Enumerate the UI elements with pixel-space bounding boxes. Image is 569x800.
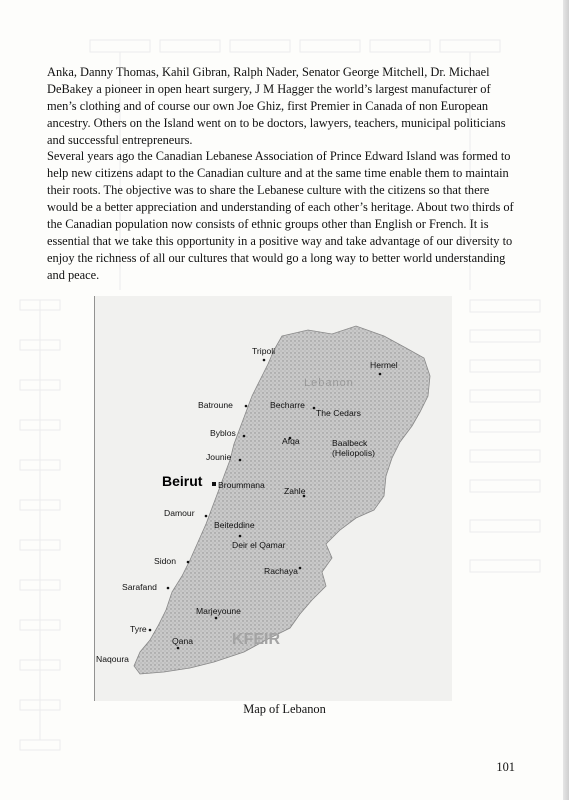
- place-broummana: Broummana: [218, 480, 265, 490]
- place-baalbeck: Baalbeck: [332, 438, 368, 448]
- place-heliopolis: (Heliopolis): [332, 448, 375, 458]
- body-paragraph-1: Anka, Danny Thomas, Kahil Gibran, Ralph Nader, Senator George Mitchell, Dr. Michael DeBakey a pioneer in open heart surgery, J M Hagger the world’s largest manufacturer of men’s clothing and of course our own Joe Ghiz, first Premier in Canada of non European ancestry. Others on the Island went on to be doctors, lawyers, teachers, municipal politicians and successful entrepreneurs.: [47, 65, 506, 147]
- place-beiteddine: Beiteddine: [214, 520, 255, 530]
- place-zahle: Zahle: [284, 486, 306, 496]
- place-marjeyoune: Marjeyoune: [196, 606, 241, 616]
- place-tripoli: Tripoli: [252, 346, 276, 356]
- region-label-kfeir: KFEIR: [232, 631, 280, 648]
- place-hermel: Hermel: [370, 360, 398, 370]
- place-afqa: Afqa: [282, 436, 300, 446]
- place-damour: Damour: [164, 508, 195, 518]
- place-jounie: Jounie: [206, 452, 232, 462]
- page-number: 101: [496, 760, 515, 774]
- country-label: Lebanon: [304, 377, 354, 389]
- place-deir-el-qamar: Deir el Qamar: [232, 540, 286, 550]
- page-edge-shadow: [563, 0, 569, 800]
- place-sidon: Sidon: [154, 556, 176, 566]
- place-naqoura: Naqoura: [96, 654, 129, 664]
- place-byblos: Byblos: [210, 428, 236, 438]
- place-becharre: Becharre: [270, 400, 305, 410]
- place-sarafand: Sarafand: [122, 582, 157, 592]
- place-beirut: Beirut: [162, 473, 203, 489]
- place-qana: Qana: [172, 636, 194, 646]
- place-the-cedars: The Cedars: [316, 408, 361, 418]
- place-tyre: Tyre: [130, 624, 147, 634]
- place-batroune: Batroune: [198, 400, 233, 410]
- lebanon-map: [94, 296, 452, 701]
- place-rachaya: Rachaya: [264, 566, 298, 576]
- lebanon-map-graphic: [94, 296, 452, 701]
- map-caption: Map of Lebanon: [243, 702, 326, 716]
- body-paragraph-2: Several years ago the Canadian Lebanese Association of Prince Edward Island was formed to help new citizens adapt to the Canadian culture and at the same time enable them to maintain their roots. The objective was to share the Lebanese culture with the citizens so that there would be a better appreciation and understanding of each other’s heritage. About two thirds of the Canadian population now consists of ethnic groups other than English or French. It is essential that we take this opportunity in a positive way and take advantage of our diversity to enjoy the richness of all our cultures that would go a long way to better world understanding and peace.: [47, 149, 514, 282]
